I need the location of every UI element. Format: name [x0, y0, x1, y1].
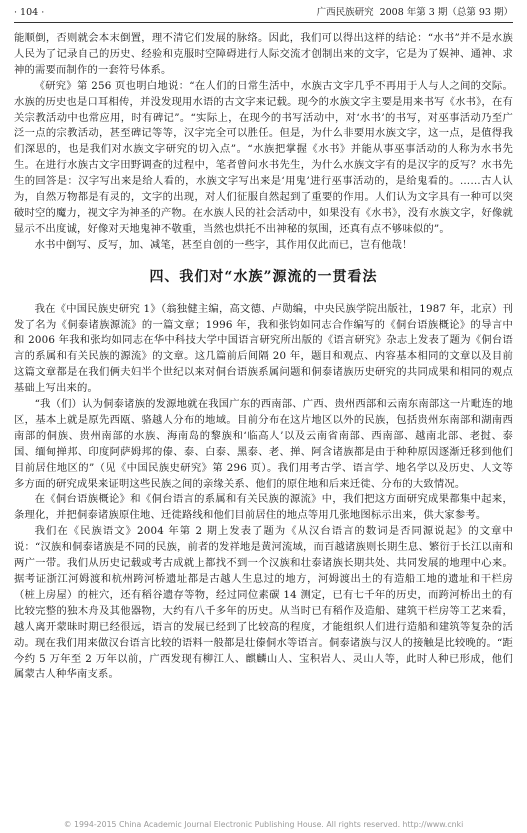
- paragraph: 我们在《民族语文》2004 年第 2 期上发表了题为《从汉台语言的数词是否同源说起》的文章中说：“汉族和侗泰诸族是不同的民族，前者的发祥地是黄河流域，而百越诸族则长期生息、繁衍于长江以南和两广一带。我们从历史记载或考古成就上都找不到一个汉族和壮泰诸族长期共处、共同发展的地理中心来。据考证浙江河姆渡和杭州跨河桥遗址都是古越人生息过的地方，河姆渡出土的有造船工地的遗址和干栏房（桩上房屋）的桩穴，还有稻谷遗存等物，经过同位素碳 14 测定，已有七千年的历史，而跨河桥出土的有比较完整的独木舟及其他器物，大约有八千多年的历史。从当时已有稻作及造船、建筑干栏房等工艺来看，越人离开蒙昧时期已经很远，语言的发展已经到了比较高的程度，才能组织人们进行造船和建筑等复杂的活动。现在我们用来做汉台语言比较的语料一般都是壮傣侗水等语言。侗泰诸族与汉人的接触是比较晚的。“距今约 5 万年至 2 万年以前，广西发现有柳江人、麒麟山人、宝积岩人、灵山人等，此时人种已形成，他们属蒙古人种华南支系。: [14, 525, 513, 681]
- paragraph: 《研究》第 256 页也明白地说：“在人们的日常生活中，水族古文字几乎不再用于人与人之间的交际。水族的历史也是口耳相传，并没发现用水语的古文字来记载。现今的水族文字主要是用来书写《水书》，在有关宗教活动中也常应用，时有碑记”。“实际上，在现今的书写活动中，对‘水书’的书写，对巫事活动乃至广泛一点的宗教活动，甚至碑记等等，汉字完全可以胜任。但是，为什么非要用水族文字，这一点，是值得我们深思的，也是我们对水族文字研究的切入点”。“水族把掌握《水书》并能从事巫事活动的人称为水书先生。在进行水族古文字田野调查的过程中，笔者曾问水书先生，为什么水族文字有的是汉字的反写？水书先生的回答是：汉字写出来是给人看的，水族文字写出来是‘用鬼’进行巫事活动的，是给鬼看的。……古人认为，自然万物都是有灵的，文字的出现，对人们征服自然起到了重要的作用。人们认为文字具有一种可以突破时空的魔力，视文字为神圣的产物。在水族人民的社会活动中，如果没有《水书》，没有水族文字，好像就显示不出度诚，好像对天地鬼神不敬重，当然也烘托不出神秘的氛围，还真有点不够味似的”。: [14, 79, 513, 235]
- page-header: [14, 4, 513, 23]
- page-number: · 104 ·: [14, 7, 45, 18]
- paragraph: 水书中倒写、反写，加、减笔，甚至自创的一些字，其作用仅此而已，岂有他哉！: [34, 238, 413, 251]
- journal-name: 广西民族研究: [316, 7, 374, 18]
- paragraph: 在《侗台语族概论》和《侗台语言的系属和有关民族的源流》中，我们把这方面研究成果都集中起来，条理化，并把侗泰诸族原住地、迁徙路线和他们目前居住的地点等用几张地图标示出来，供大家参考。: [14, 493, 513, 522]
- section-title: 四、我们对“水族”源流的一贯看法: [149, 268, 378, 285]
- paragraph: 能顺倒，否则就会本末倒置，理不清它们发展的脉络。因此，我们可以得出这样的结论：“水书”并不是水族人民为了记录自己的历史、经验和克服时空障碍进行人际交流才创制出来的文字，它是为了娱神、通神、求神的需要而制作的一套符号体系。: [14, 32, 513, 76]
- article-body: [14, 31, 513, 683]
- paragraph: 我在《中国民族史研究 1》（翁独健主编，高文德、卢勋编，中央民族学院出版社，1987 年，北京）刊发了名为《侗泰诸族源流》的一篇文章；1996 年，我和张钧如同志合作编写的《侗台语族概论》的导言中和 2006 年我和张均如同志在华中科技大学中国语言研究所出版的《语言研究》杂志上发表了题为《侗台语言的系属和有关民族的源流》的文章。这几篇前后间隔 20 年，题目和观点、内容基本相同的文章以及目前这篇文章都是在我们俩夫妇半个世纪以来对侗台语族系属问题和侗泰诸族历史研究的共同成果和相同的观点基础上写出来的。: [14, 302, 513, 395]
- copyright-footer: © 1994-2015 China Academic Journal Electronic Publishing House. All rights reserved. http://www.cnki: [63, 820, 464, 829]
- journal-info: [311, 4, 513, 22]
- journal-issue: 2008 年第 3 期（总第 93 期）: [379, 7, 513, 18]
- paragraph: “我（们）认为侗泰诸族的发源地就在我国广东的西南部、广西、贵州西部和云南东南部这一片毗连的地区，基本上就是原先西瓯、骆越人分布的地域。目前分布在这片地区以外的民族，包括贵州东南部和湖南西南部的侗族、贵州南部的水族、海南岛的黎族和‘临高人’以及云南省南部、西南部、越南北部、老挝、泰国、缅甸掸邦、印度阿萨姆邦的傣、泰、白泰、黑泰、老、掸、阿含诸族都是由于种种原因逐渐迁移到他们目前居住地区的”（见《中国民族史研究》第 296 页）。我们用考古学、语言学、地名学以及历史、人文等多方面的研究成果来证明这些民族之间的亲缘关系、他们的原住地和后来迁徙、分布的大致情况。: [14, 398, 513, 490]
